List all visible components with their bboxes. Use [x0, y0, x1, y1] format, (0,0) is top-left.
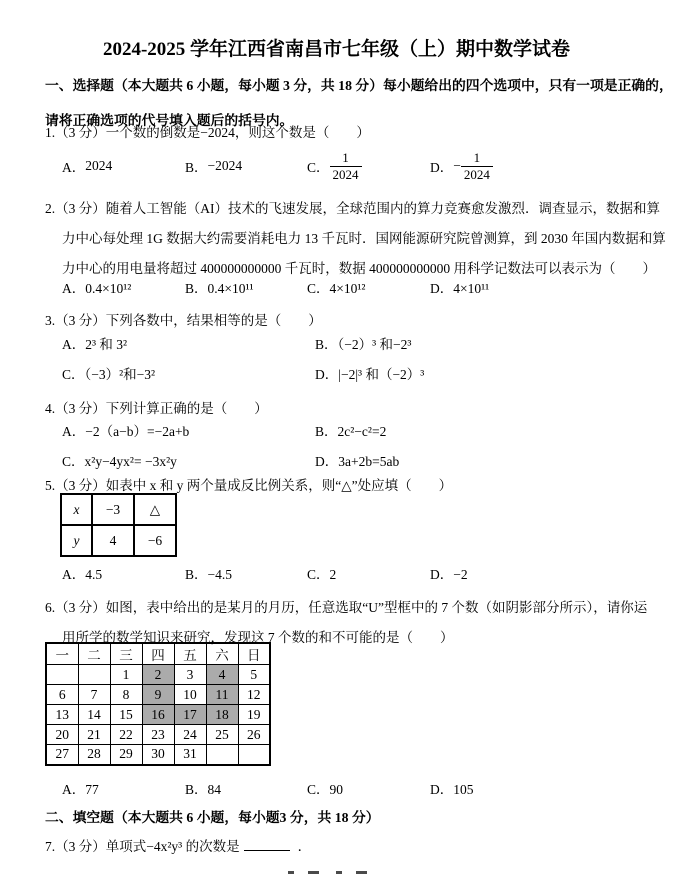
fraction-numerator: 1 — [473, 149, 481, 165]
calendar-cell: 2 — [142, 665, 174, 685]
q6-option-c: C．90 — [307, 782, 344, 797]
calendar-cell: 14 — [78, 705, 110, 725]
calendar-cell: 6 — [46, 685, 78, 705]
q2-option-c: C．4×10¹² — [307, 281, 366, 296]
option-value: 90 — [329, 782, 344, 797]
option-value: 0.4×10¹² — [85, 281, 132, 296]
fraction-numerator: 1 — [342, 149, 349, 165]
q5-option-a: A．4.5 — [62, 567, 103, 582]
option-value: −2024 — [207, 158, 243, 173]
calendar-cell — [238, 745, 270, 765]
calendar-cell: 10 — [174, 685, 206, 705]
q6-option-b: B．84 — [185, 782, 222, 797]
fraction — [330, 150, 362, 182]
answer-blank — [244, 837, 290, 851]
calendar-weekday: 二 — [78, 643, 110, 665]
fraction-denominator: 2024 — [461, 166, 493, 183]
clipped-text-fragment — [308, 871, 319, 874]
calendar-row — [46, 725, 270, 745]
question-4-options-row1 — [0, 420, 673, 442]
calendar-cell: 29 — [110, 745, 142, 765]
option-value: 2024 — [85, 158, 113, 173]
question-4-options-row2 — [0, 450, 673, 472]
option-value: 0.4×10¹¹ — [207, 281, 254, 296]
fraction — [461, 150, 493, 182]
calendar-weekday: 五 — [174, 643, 206, 665]
xy-proportion-table — [60, 493, 177, 557]
xy-table-cell: 4 — [92, 525, 134, 556]
calendar-cell: 31 — [174, 745, 206, 765]
xy-table-cell: △ — [134, 494, 176, 525]
calendar-cell: 21 — [78, 725, 110, 745]
question-2-line3: 力中心的用电量将超过 400000000000 千瓦时，数据 400000000000 用科学记数法可以表示为（ ） — [62, 261, 656, 276]
section-fill-heading: 二、填空题（本大题共 6 小题，每小题3 分，共 18 分） — [45, 810, 380, 825]
q1-option-d — [430, 146, 493, 186]
calendar-row — [46, 705, 270, 725]
calendar-body — [46, 665, 270, 765]
question-3-options-row2 — [0, 363, 673, 385]
calendar-cell: 4 — [206, 665, 238, 685]
question-6-line2: 用所学的数学知识来研究，发现这 7 个数的和不可能的是（ ） — [62, 630, 454, 645]
calendar-header-row — [46, 643, 270, 665]
calendar-row — [46, 665, 270, 685]
option-label: D． — [430, 160, 454, 175]
option-value: （−2）³ 和−2³ — [337, 337, 412, 352]
q3-option-b: B．（−2）³ 和−2³ — [315, 337, 412, 352]
calendar-cell: 19 — [238, 705, 270, 725]
question-5-options — [0, 563, 673, 585]
calendar-cell: 8 — [110, 685, 142, 705]
calendar-row — [46, 685, 270, 705]
question-5-stem: 5.（3 分）如表中 x 和 y 两个量成反比例关系，则“△”处应填（ ） — [45, 478, 453, 493]
calendar-cell: 3 — [174, 665, 206, 685]
section-choice-heading-line1: 一、选择题（本大题共 6 小题，每小题 3 分，共 18 分）每小题给出的四个选项中，只有一项是正确的， — [45, 78, 673, 93]
q5-option-c: C．2 — [307, 567, 337, 582]
option-label: C． — [307, 160, 330, 175]
question-1-stem: 1.（3 分）一个数的倒数是−2024，则这个数是（ ） — [45, 125, 370, 140]
xy-table-cell: −3 — [92, 494, 134, 525]
section-choice-heading-line2: 请将正确选项的代号填入题后的括号内。 — [45, 113, 294, 128]
option-value: （−3）²和−3² — [84, 367, 156, 382]
calendar-row — [46, 745, 270, 765]
calendar-cell: 18 — [206, 705, 238, 725]
calendar-weekday: 一 — [46, 643, 78, 665]
calendar-cell: 17 — [174, 705, 206, 725]
calendar-cell: 30 — [142, 745, 174, 765]
clipped-text-fragment — [288, 871, 294, 874]
calendar-cell: 1 — [110, 665, 142, 685]
xy-table-row — [61, 494, 176, 525]
option-value: |−2|³ 和（−2）³ — [338, 367, 425, 382]
calendar-cell: 5 — [238, 665, 270, 685]
option-value: −4.5 — [207, 567, 233, 582]
q3-option-c: C．（−3）²和−3² — [62, 367, 156, 382]
calendar-weekday: 三 — [110, 643, 142, 665]
clipped-text-fragment — [356, 871, 367, 874]
calendar-cell: 26 — [238, 725, 270, 745]
q3-option-d: D．|−2|³ 和（−2）³ — [315, 367, 425, 382]
option-value: 4.5 — [85, 567, 103, 582]
calendar-weekday: 日 — [238, 643, 270, 665]
option-value: x²y−4yx²= −3x²y — [84, 454, 177, 469]
q5-option-b: B．−4.5 — [185, 567, 233, 582]
xy-table-cell: y — [61, 525, 92, 556]
option-value: 2 — [329, 567, 337, 582]
clipped-text-fragment — [336, 871, 342, 874]
question-7-stem — [45, 832, 311, 862]
calendar-table — [45, 642, 271, 766]
question-7-text: 7.（3 分）单项式−4x²y³ 的次数是 — [45, 839, 240, 854]
calendar-cell: 23 — [142, 725, 174, 745]
option-value: 4×10¹¹ — [453, 281, 490, 296]
question-7-period: ． — [297, 839, 312, 854]
calendar-cell: 15 — [110, 705, 142, 725]
calendar-cell: 12 — [238, 685, 270, 705]
q4-option-a: A．−2（a−b）=−2a+b — [62, 424, 190, 439]
calendar-cell: 9 — [142, 685, 174, 705]
fraction-denominator: 2024 — [330, 166, 362, 183]
option-value: −2（a−b）=−2a+b — [85, 424, 190, 439]
question-3-options-row1 — [0, 333, 673, 355]
calendar-cell: 27 — [46, 745, 78, 765]
question-1-options — [0, 146, 673, 186]
calendar-cell: 11 — [206, 685, 238, 705]
option-value: 2c²−c²=2 — [337, 424, 387, 439]
question-4-stem: 4.（3 分）下列计算正确的是（ ） — [45, 401, 268, 416]
calendar-cell: 28 — [78, 745, 110, 765]
calendar-cell: 24 — [174, 725, 206, 745]
question-2-options — [0, 277, 673, 299]
option-value: 2³ 和 3² — [85, 337, 128, 352]
calendar-cell — [46, 665, 78, 685]
question-2-stem — [45, 194, 666, 284]
calendar-cell: 20 — [46, 725, 78, 745]
xy-table-body — [61, 494, 176, 556]
calendar-weekday: 六 — [206, 643, 238, 665]
q1-option-a — [62, 146, 112, 186]
q2-option-a: A．0.4×10¹² — [62, 281, 132, 296]
q1-option-c — [307, 146, 362, 186]
q6-option-d: D．105 — [430, 782, 474, 797]
option-value: −2 — [453, 567, 468, 582]
q3-option-a: A．2³ 和 3² — [62, 337, 128, 352]
question-2-line2: 力中心每处理 1G 数据大约需要消耗电力 13 千瓦时．国网能源研究院曾测算，到 2030 年国内数据和算 — [62, 231, 666, 246]
calendar-cell: 22 — [110, 725, 142, 745]
fraction-sign: − — [453, 158, 461, 173]
question-6-options — [0, 778, 673, 800]
xy-table-cell: x — [61, 494, 92, 525]
option-label: A． — [62, 160, 86, 175]
question-2-line1: 2.（3 分）随着人工智能（AI）技术的飞速发展，全球范围内的算力竞赛愈发激烈．调查显示，数据和算 — [45, 201, 660, 216]
xy-table-cell: −6 — [134, 525, 176, 556]
q1-option-b — [185, 146, 242, 186]
option-value: 105 — [453, 782, 474, 797]
calendar-cell: 25 — [206, 725, 238, 745]
calendar-cell: 7 — [78, 685, 110, 705]
calendar-cell: 13 — [46, 705, 78, 725]
question-6-line1: 6.（3 分）如图，表中给出的是某月的月历，任意选取“U”型框中的 7 个数（如阴影部分所示），请你运 — [45, 600, 648, 615]
option-value: 77 — [85, 782, 99, 797]
calendar-cell — [78, 665, 110, 685]
q4-option-d: D．3a+2b=5ab — [315, 454, 400, 469]
q2-option-b: B．0.4×10¹¹ — [185, 281, 254, 296]
option-value: 84 — [207, 782, 222, 797]
calendar-cell: 16 — [142, 705, 174, 725]
q5-option-d: D．−2 — [430, 567, 468, 582]
q4-option-b: B．2c²−c²=2 — [315, 424, 387, 439]
calendar-cell — [206, 745, 238, 765]
option-value: 4×10¹² — [329, 281, 366, 296]
q2-option-d: D．4×10¹¹ — [430, 281, 490, 296]
question-3-stem: 3.（3 分）下列各数中，结果相等的是（ ） — [45, 313, 322, 328]
option-label: B． — [185, 160, 208, 175]
page-title: 2024-2025 学年江西省南昌市七年级（上）期中数学试卷 — [102, 39, 571, 60]
xy-table-row — [61, 525, 176, 556]
q6-option-a: A．77 — [62, 782, 99, 797]
q4-option-c: C．x²y−4yx²= −3x²y — [62, 454, 177, 469]
calendar-weekday: 四 — [142, 643, 174, 665]
option-value: 3a+2b=5ab — [338, 454, 400, 469]
